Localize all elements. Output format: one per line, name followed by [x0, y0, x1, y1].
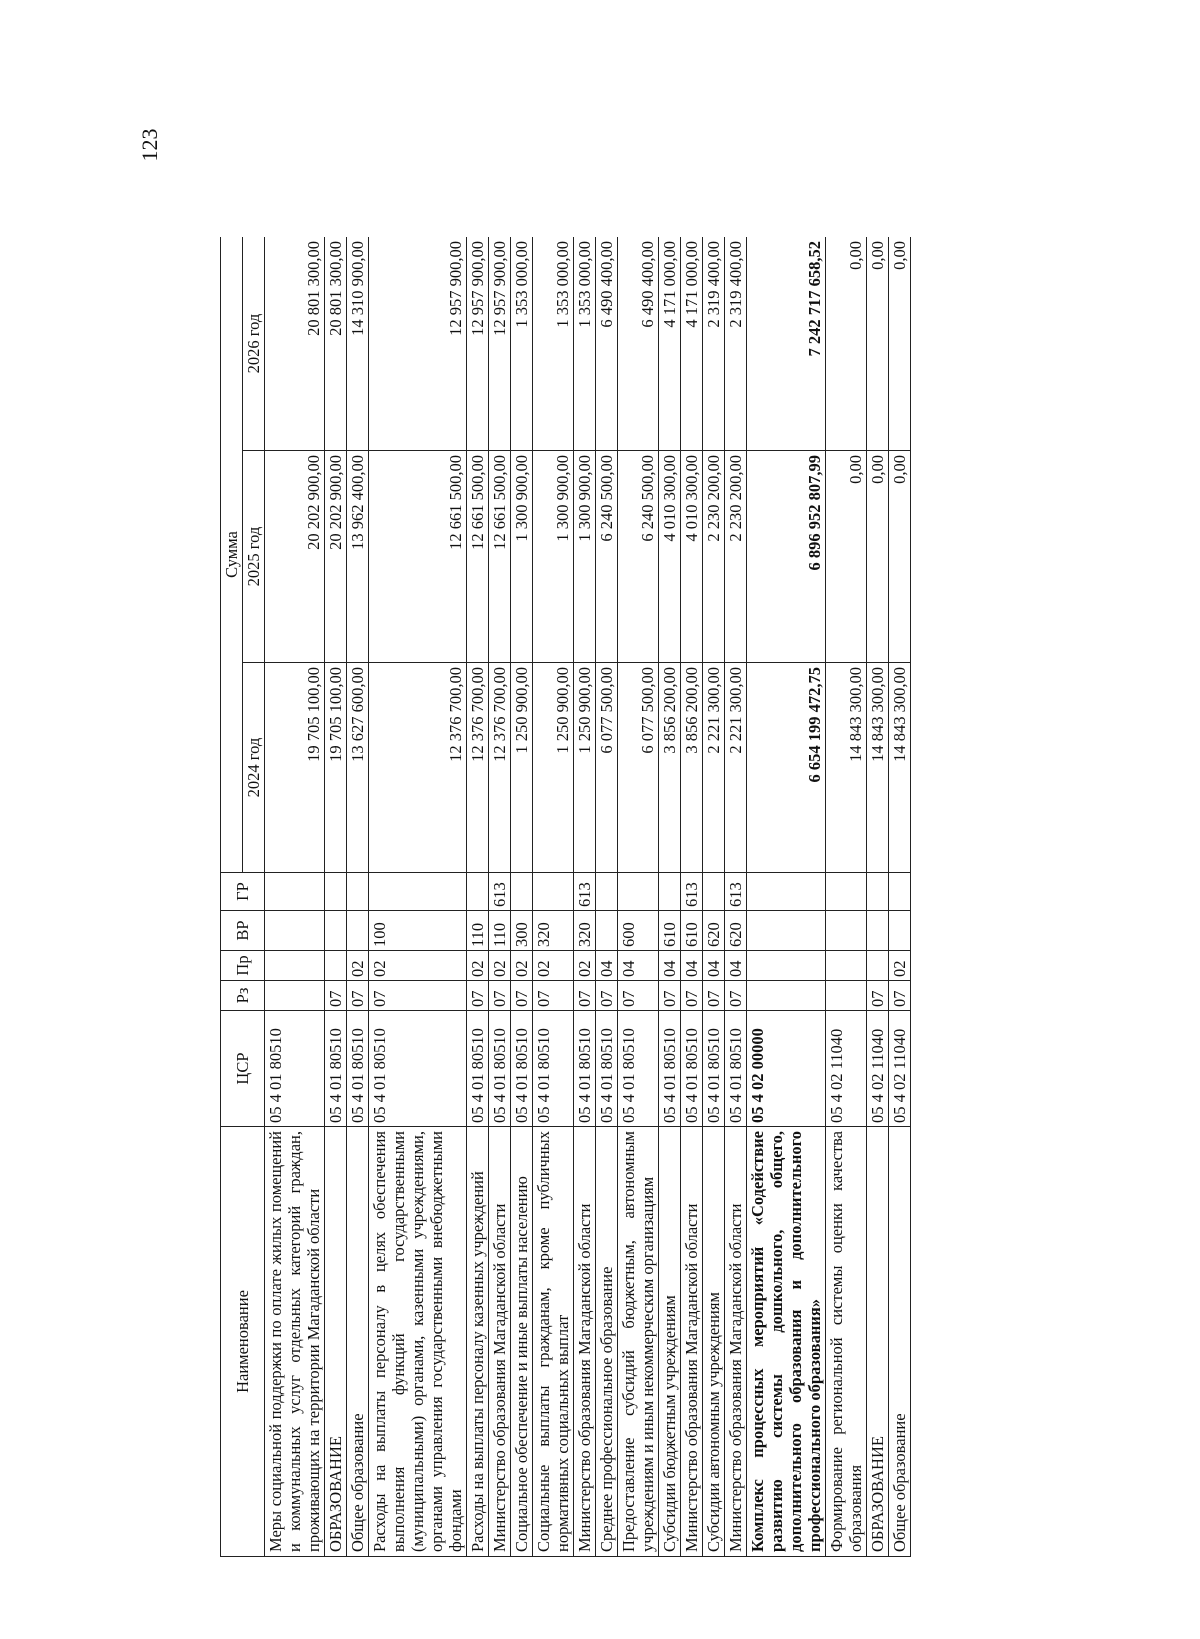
row-amount-2024: 6 077 500,00	[618, 663, 659, 873]
row-csr: 05 4 01 80510	[659, 1011, 681, 1127]
table-row	[596, 237, 618, 1557]
row-csr: 05 4 01 80510	[467, 1011, 489, 1127]
row-pr: 02	[511, 951, 533, 981]
header-csr: ЦСР	[221, 1011, 265, 1127]
row-gr	[596, 873, 618, 911]
table-row	[889, 237, 911, 1557]
row-amount-2026: 12 957 900,00	[489, 237, 511, 451]
row-csr: 05 4 01 80510	[325, 1011, 347, 1127]
row-vr: 110	[467, 911, 489, 951]
table-row	[533, 237, 574, 1557]
row-amount-2024: 14 843 300,00	[867, 663, 889, 873]
row-amount-2026: 7 242 717 658,52	[747, 237, 826, 451]
row-gr	[703, 873, 725, 911]
row-name: Министерство образования Магаданской области	[574, 1127, 596, 1557]
table-row	[467, 237, 489, 1557]
row-amount-2026: 4 171 000,00	[659, 237, 681, 451]
row-pr	[265, 951, 325, 981]
row-amount-2026: 1 353 000,00	[511, 237, 533, 451]
header-sum: Сумма	[221, 237, 243, 873]
row-name: Меры социальной поддержки по оплате жилых помещений и коммунальных услуг отдельных категорий граждан, проживающих на территории Магаданской области	[265, 1127, 325, 1557]
row-vr: 110	[489, 911, 511, 951]
table-row	[659, 237, 681, 1557]
row-amount-2024: 1 250 900,00	[511, 663, 533, 873]
row-vr	[347, 911, 369, 951]
budget-table	[220, 237, 911, 1557]
row-vr	[747, 911, 826, 951]
row-amount-2024: 1 250 900,00	[533, 663, 574, 873]
row-amount-2025: 6 240 500,00	[596, 451, 618, 663]
row-amount-2024: 3 856 200,00	[681, 663, 703, 873]
row-amount-2025: 12 661 500,00	[489, 451, 511, 663]
row-name: Формирование региональной системы оценки качества образования	[826, 1127, 867, 1557]
row-name: Министерство образования Магаданской области	[725, 1127, 747, 1557]
row-gr: 613	[725, 873, 747, 911]
row-pr: 02	[467, 951, 489, 981]
header-gr: ГР	[221, 873, 265, 911]
row-gr	[369, 873, 467, 911]
row-amount-2026: 6 490 400,00	[596, 237, 618, 451]
table-row	[347, 237, 369, 1557]
row-pr: 04	[596, 951, 618, 981]
row-pr: 02	[369, 951, 467, 981]
row-vr: 620	[703, 911, 725, 951]
table-row	[618, 237, 659, 1557]
header-rz: Рз	[221, 981, 265, 1011]
row-vr	[867, 911, 889, 951]
row-amount-2026: 20 801 300,00	[325, 237, 347, 451]
row-name: Субсидии бюджетным учреждениям	[659, 1127, 681, 1557]
row-rz: 07	[681, 981, 703, 1011]
row-gr	[747, 873, 826, 911]
row-gr	[325, 873, 347, 911]
row-amount-2026: 20 801 300,00	[265, 237, 325, 451]
row-amount-2024: 6 077 500,00	[596, 663, 618, 873]
row-csr: 05 4 02 00000	[747, 1011, 826, 1127]
row-amount-2025: 13 962 400,00	[347, 451, 369, 663]
row-gr: 613	[574, 873, 596, 911]
row-amount-2024: 3 856 200,00	[659, 663, 681, 873]
row-amount-2026: 0,00	[889, 237, 911, 451]
row-name: Расходы на выплаты персоналу казенных учреждений	[467, 1127, 489, 1557]
row-pr: 04	[681, 951, 703, 981]
row-name: Министерство образования Магаданской области	[681, 1127, 703, 1557]
row-csr: 05 4 01 80510	[574, 1011, 596, 1127]
row-gr: 613	[489, 873, 511, 911]
row-gr	[265, 873, 325, 911]
row-vr	[596, 911, 618, 951]
row-rz: 07	[347, 981, 369, 1011]
header-year-2025: 2025 год	[243, 451, 265, 663]
table-row	[826, 237, 867, 1557]
row-rz: 07	[659, 981, 681, 1011]
row-pr	[747, 951, 826, 981]
row-amount-2024: 12 376 700,00	[467, 663, 489, 873]
row-amount-2025: 0,00	[889, 451, 911, 663]
row-amount-2026: 0,00	[867, 237, 889, 451]
row-amount-2025: 4 010 300,00	[659, 451, 681, 663]
row-name: Министерство образования Магаданской области	[489, 1127, 511, 1557]
row-amount-2024: 19 705 100,00	[265, 663, 325, 873]
row-rz: 07	[725, 981, 747, 1011]
row-rz: 07	[618, 981, 659, 1011]
page-number: 123	[137, 128, 162, 162]
row-amount-2024: 14 843 300,00	[826, 663, 867, 873]
row-name: Социальное обеспечение и иные выплаты населению	[511, 1127, 533, 1557]
row-gr	[867, 873, 889, 911]
row-csr: 05 4 02 11040	[889, 1011, 911, 1127]
header-year-2026: 2026 год	[243, 237, 265, 451]
row-amount-2024: 1 250 900,00	[574, 663, 596, 873]
row-rz: 07	[596, 981, 618, 1011]
header-row-1	[221, 237, 243, 1557]
row-amount-2024: 12 376 700,00	[489, 663, 511, 873]
header-pr: Пр	[221, 951, 265, 981]
row-amount-2025: 20 202 900,00	[265, 451, 325, 663]
table-row	[489, 237, 511, 1557]
row-amount-2025: 6 240 500,00	[618, 451, 659, 663]
row-csr: 05 4 01 80510	[489, 1011, 511, 1127]
row-amount-2026: 12 957 900,00	[467, 237, 489, 451]
row-amount-2025: 20 202 900,00	[325, 451, 347, 663]
table-row	[725, 237, 747, 1557]
row-rz: 07	[867, 981, 889, 1011]
row-pr	[826, 951, 867, 981]
row-amount-2025: 4 010 300,00	[681, 451, 703, 663]
row-amount-2025: 12 661 500,00	[369, 451, 467, 663]
row-csr: 05 4 01 80510	[347, 1011, 369, 1127]
row-csr: 05 4 01 80510	[265, 1011, 325, 1127]
row-gr	[889, 873, 911, 911]
row-gr	[618, 873, 659, 911]
row-vr	[325, 911, 347, 951]
table-row	[369, 237, 467, 1557]
row-csr: 05 4 01 80510	[703, 1011, 725, 1127]
budget-table-viewport	[220, 237, 1095, 1557]
row-vr: 610	[659, 911, 681, 951]
row-rz	[826, 981, 867, 1011]
row-amount-2026: 2 319 400,00	[725, 237, 747, 451]
row-vr: 610	[681, 911, 703, 951]
row-csr: 05 4 02 11040	[826, 1011, 867, 1127]
row-pr: 02	[489, 951, 511, 981]
table-row	[325, 237, 347, 1557]
row-csr: 05 4 01 80510	[596, 1011, 618, 1127]
row-csr: 05 4 02 11040	[867, 1011, 889, 1127]
row-amount-2025: 2 230 200,00	[703, 451, 725, 663]
row-pr: 02	[347, 951, 369, 981]
row-rz: 07	[511, 981, 533, 1011]
table-row	[681, 237, 703, 1557]
row-csr: 05 4 01 80510	[511, 1011, 533, 1127]
row-amount-2024: 14 843 300,00	[889, 663, 911, 873]
row-pr	[867, 951, 889, 981]
table-row	[703, 237, 725, 1557]
row-amount-2024: 2 221 300,00	[725, 663, 747, 873]
row-amount-2024: 2 221 300,00	[703, 663, 725, 873]
row-vr	[265, 911, 325, 951]
row-gr	[533, 873, 574, 911]
row-vr: 620	[725, 911, 747, 951]
row-rz: 07	[467, 981, 489, 1011]
row-rz: 07	[325, 981, 347, 1011]
row-name: Расходы на выплаты персоналу в целях обеспечения выполнения функций государственными (муниципальными) органами, казенными учреждениями, органами управления государственными внебюджетными фондами	[369, 1127, 467, 1557]
row-vr: 320	[574, 911, 596, 951]
row-pr: 04	[725, 951, 747, 981]
row-vr: 300	[511, 911, 533, 951]
row-gr	[659, 873, 681, 911]
row-amount-2026: 1 353 000,00	[533, 237, 574, 451]
table-row	[574, 237, 596, 1557]
row-rz	[265, 981, 325, 1011]
row-rz	[747, 981, 826, 1011]
row-amount-2025: 6 896 952 807,99	[747, 451, 826, 663]
row-amount-2026: 1 353 000,00	[574, 237, 596, 451]
row-name: Субсидии автономным учреждениям	[703, 1127, 725, 1557]
row-amount-2025: 12 661 500,00	[467, 451, 489, 663]
row-pr: 02	[533, 951, 574, 981]
row-amount-2024: 19 705 100,00	[325, 663, 347, 873]
header-vr: ВР	[221, 911, 265, 951]
table-row	[747, 237, 826, 1557]
table-row	[511, 237, 533, 1557]
row-gr	[511, 873, 533, 911]
row-pr: 02	[889, 951, 911, 981]
row-amount-2025: 1 300 900,00	[511, 451, 533, 663]
row-name: Среднее профессиональное образование	[596, 1127, 618, 1557]
row-amount-2024: 12 376 700,00	[369, 663, 467, 873]
row-vr: 320	[533, 911, 574, 951]
row-gr	[467, 873, 489, 911]
row-csr: 05 4 01 80510	[533, 1011, 574, 1127]
row-name: Предоставление субсидий бюджетным, автономным учреждениям и иным некоммерческим организациям	[618, 1127, 659, 1557]
row-rz: 07	[369, 981, 467, 1011]
row-gr	[347, 873, 369, 911]
row-amount-2024: 13 627 600,00	[347, 663, 369, 873]
row-amount-2026: 4 171 000,00	[681, 237, 703, 451]
row-name: Социальные выплаты гражданам, кроме публичных нормативных социальных выплат	[533, 1127, 574, 1557]
row-csr: 05 4 01 80510	[618, 1011, 659, 1127]
row-amount-2025: 0,00	[867, 451, 889, 663]
budget-table-rotated	[220, 237, 1095, 1557]
row-amount-2026: 12 957 900,00	[369, 237, 467, 451]
row-amount-2026: 0,00	[826, 237, 867, 451]
row-name: ОБРАЗОВАНИЕ	[867, 1127, 889, 1557]
row-csr: 05 4 01 80510	[725, 1011, 747, 1127]
header-name: Наименование	[221, 1127, 265, 1557]
row-rz: 07	[703, 981, 725, 1011]
row-amount-2024: 6 654 199 472,75	[747, 663, 826, 873]
header-year-2024: 2024 год	[243, 663, 265, 873]
row-amount-2025: 2 230 200,00	[725, 451, 747, 663]
row-csr: 05 4 01 80510	[369, 1011, 467, 1127]
table-body	[265, 237, 911, 1557]
row-pr	[325, 951, 347, 981]
row-amount-2026: 14 310 900,00	[347, 237, 369, 451]
row-gr	[826, 873, 867, 911]
row-amount-2025: 1 300 900,00	[533, 451, 574, 663]
row-rz: 07	[574, 981, 596, 1011]
row-name: Общее образование	[347, 1127, 369, 1557]
row-amount-2026: 2 319 400,00	[703, 237, 725, 451]
row-name: Комплекс процессных мероприятий «Содействие развитию системы дошкольного, общего, дополнительного образования и дополнительного профессионального образования»	[747, 1127, 826, 1557]
row-csr: 05 4 01 80510	[681, 1011, 703, 1127]
row-pr: 04	[703, 951, 725, 981]
row-vr: 100	[369, 911, 467, 951]
row-amount-2025: 0,00	[826, 451, 867, 663]
row-rz: 07	[889, 981, 911, 1011]
row-rz: 07	[533, 981, 574, 1011]
row-pr: 04	[618, 951, 659, 981]
row-vr	[889, 911, 911, 951]
row-name: ОБРАЗОВАНИЕ	[325, 1127, 347, 1557]
row-pr: 02	[574, 951, 596, 981]
row-name: Общее образование	[889, 1127, 911, 1557]
row-vr: 600	[618, 911, 659, 951]
row-amount-2025: 1 300 900,00	[574, 451, 596, 663]
row-pr: 04	[659, 951, 681, 981]
row-rz: 07	[489, 981, 511, 1011]
row-gr: 613	[681, 873, 703, 911]
table-row	[265, 237, 325, 1557]
table-row	[867, 237, 889, 1557]
row-amount-2026: 6 490 400,00	[618, 237, 659, 451]
row-vr	[826, 911, 867, 951]
